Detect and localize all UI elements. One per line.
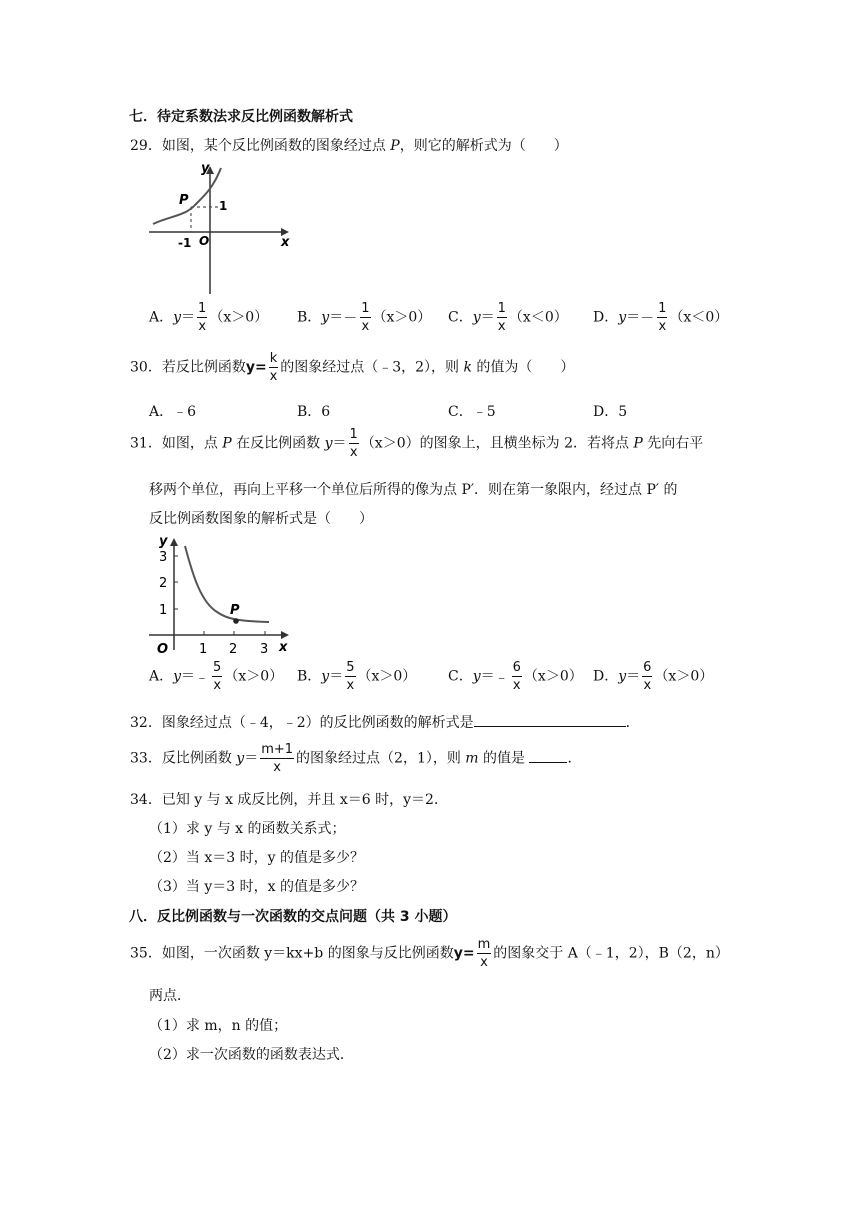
question-30: 30．若反比例函数y= $\frac{k}{x}$ 的图象经过点（﹣3，2），则 k 的值为（ ） bbox=[130, 351, 575, 384]
question-35: 35．如图，一次函数 y＝kx+b 的图象与反比例函数y= $\frac{m}{x}$ 的图象交于 A（﹣1，2），B（2，n） bbox=[130, 937, 729, 970]
graph-q31 bbox=[145, 532, 295, 654]
question-31-line-3: 反比例函数图象的解析式是（ ） bbox=[149, 511, 373, 527]
x-tick-label: 1 bbox=[199, 642, 208, 654]
fraction: $\frac{6}{x}$ bbox=[643, 660, 652, 693]
question-35-part-1: （1）求 m，n 的值； bbox=[149, 1018, 288, 1034]
x-axis-label: x bbox=[281, 235, 290, 250]
y-tick-label: 3 bbox=[159, 550, 168, 565]
option-30-b[interactable]: B．6 bbox=[297, 404, 331, 420]
y-tick-label: 2 bbox=[159, 576, 168, 591]
point-p-label: P bbox=[230, 603, 240, 618]
question-number: 35． bbox=[130, 945, 162, 962]
origin-label: O bbox=[199, 234, 210, 248]
y-tick-label: 1 bbox=[159, 603, 168, 618]
x-axis-label: x bbox=[279, 640, 288, 654]
fraction: $\frac{1}{x}$ bbox=[349, 427, 358, 460]
question-31-line-1: 31．如图，点 P 在反比例函数 y＝ $\frac{1}{x}$ （x＞0）的图象上，且横坐标为 2．若将点 P 先向右平 bbox=[130, 427, 704, 460]
fraction: $\frac{1}{x}$ bbox=[361, 301, 370, 334]
answer-blank[interactable] bbox=[529, 748, 567, 763]
tick-label-neg1: -1 bbox=[178, 236, 192, 250]
option-29-a[interactable]: A．y＝ $\frac{1}{x}$ （x＞0） bbox=[149, 301, 269, 334]
option-31-b[interactable]: B．y＝ $\frac{5}{x}$ （x＞0） bbox=[297, 660, 417, 693]
y-axis-label: y bbox=[201, 161, 210, 176]
tick-label-1: 1 bbox=[219, 199, 228, 213]
question-34-part-2: （2）当 x＝3 时，y 的值是多少？ bbox=[149, 850, 364, 866]
option-31-a[interactable]: A．y＝﹣ $\frac{5}{x}$ （x＞0） bbox=[149, 660, 284, 693]
origin-label: O bbox=[157, 642, 169, 654]
option-30-a[interactable]: A．﹣6 bbox=[149, 404, 197, 420]
fraction: $\frac{k}{x}$ bbox=[269, 351, 278, 384]
fraction: $\frac{5}{x}$ bbox=[346, 660, 355, 693]
question-35-line-2: 两点． bbox=[149, 988, 191, 1004]
question-number: 31． bbox=[130, 435, 162, 452]
option-30-c[interactable]: C．﹣5 bbox=[448, 404, 496, 420]
question-number: 34． bbox=[130, 792, 162, 808]
question-number: 30． bbox=[130, 359, 162, 376]
question-31-line-2: 移两个单位，再向上平移一个单位后所得的像为点 P′．则在第一象限内，经过点 P′ 的 bbox=[149, 482, 678, 498]
graph-q29 bbox=[145, 158, 295, 298]
question-number: 29． bbox=[130, 138, 162, 154]
option-29-d[interactable]: D．y＝－ $\frac{1}{x}$ （x＜0） bbox=[593, 301, 729, 334]
y-axis-label: y bbox=[159, 534, 168, 549]
question-35-part-2: （2）求一次函数的函数表达式． bbox=[149, 1047, 354, 1063]
question-32: 32．图象经过点（﹣4，﹣2）的反比例函数的解析式是 ． bbox=[130, 712, 640, 732]
question-number: 32． bbox=[130, 715, 162, 731]
option-29-c[interactable]: C．y＝ $\frac{1}{x}$ （x＜0） bbox=[448, 301, 568, 334]
answer-blank[interactable] bbox=[474, 712, 626, 727]
question-33: 33．反比例函数 y＝ $\frac{m+1}{x}$ 的图象经过点（2，1），则 m 的值是 ． bbox=[130, 742, 582, 775]
fraction: $\frac{1}{x}$ bbox=[658, 301, 667, 334]
option-29-b[interactable]: B．y＝－ $\frac{1}{x}$ （x＞0） bbox=[297, 301, 432, 334]
option-31-c[interactable]: C．y＝﹣ $\frac{6}{x}$ （x＞0） bbox=[448, 660, 583, 693]
fraction: $\frac{1}{x}$ bbox=[198, 301, 207, 334]
section-7-heading: 七．待定系数法求反比例函数解析式 bbox=[129, 109, 353, 125]
option-31-d[interactable]: D．y＝ $\frac{6}{x}$ （x＞0） bbox=[593, 660, 714, 693]
question-29: 29．如图，某个反比例函数的图象经过点 P，则它的解析式为（ ） bbox=[130, 138, 568, 154]
question-34-part-3: （3）当 y＝3 时，x 的值是多少？ bbox=[149, 879, 364, 895]
fraction: $\frac{m+1}{x}$ bbox=[261, 742, 294, 775]
section-8-heading: 八．反比例函数与一次函数的交点问题（共 3 小题） bbox=[129, 909, 457, 925]
question-34-part-1: （1）求 y 与 x 的函数关系式； bbox=[149, 821, 346, 837]
fraction: $\frac{5}{x}$ bbox=[213, 660, 222, 693]
question-number: 33． bbox=[130, 750, 162, 767]
x-tick-label: 2 bbox=[229, 642, 238, 654]
option-30-d[interactable]: D．5 bbox=[593, 404, 628, 420]
question-34: 34．已知 y 与 x 成反比例，并且 x＝6 时，y＝2． bbox=[130, 792, 448, 808]
fraction: $\frac{6}{x}$ bbox=[512, 660, 521, 693]
x-tick-label: 3 bbox=[260, 642, 269, 654]
fraction: $\frac{m}{x}$ bbox=[477, 937, 491, 970]
point-p-label: P bbox=[179, 193, 189, 208]
fraction: $\frac{1}{x}$ bbox=[497, 301, 506, 334]
